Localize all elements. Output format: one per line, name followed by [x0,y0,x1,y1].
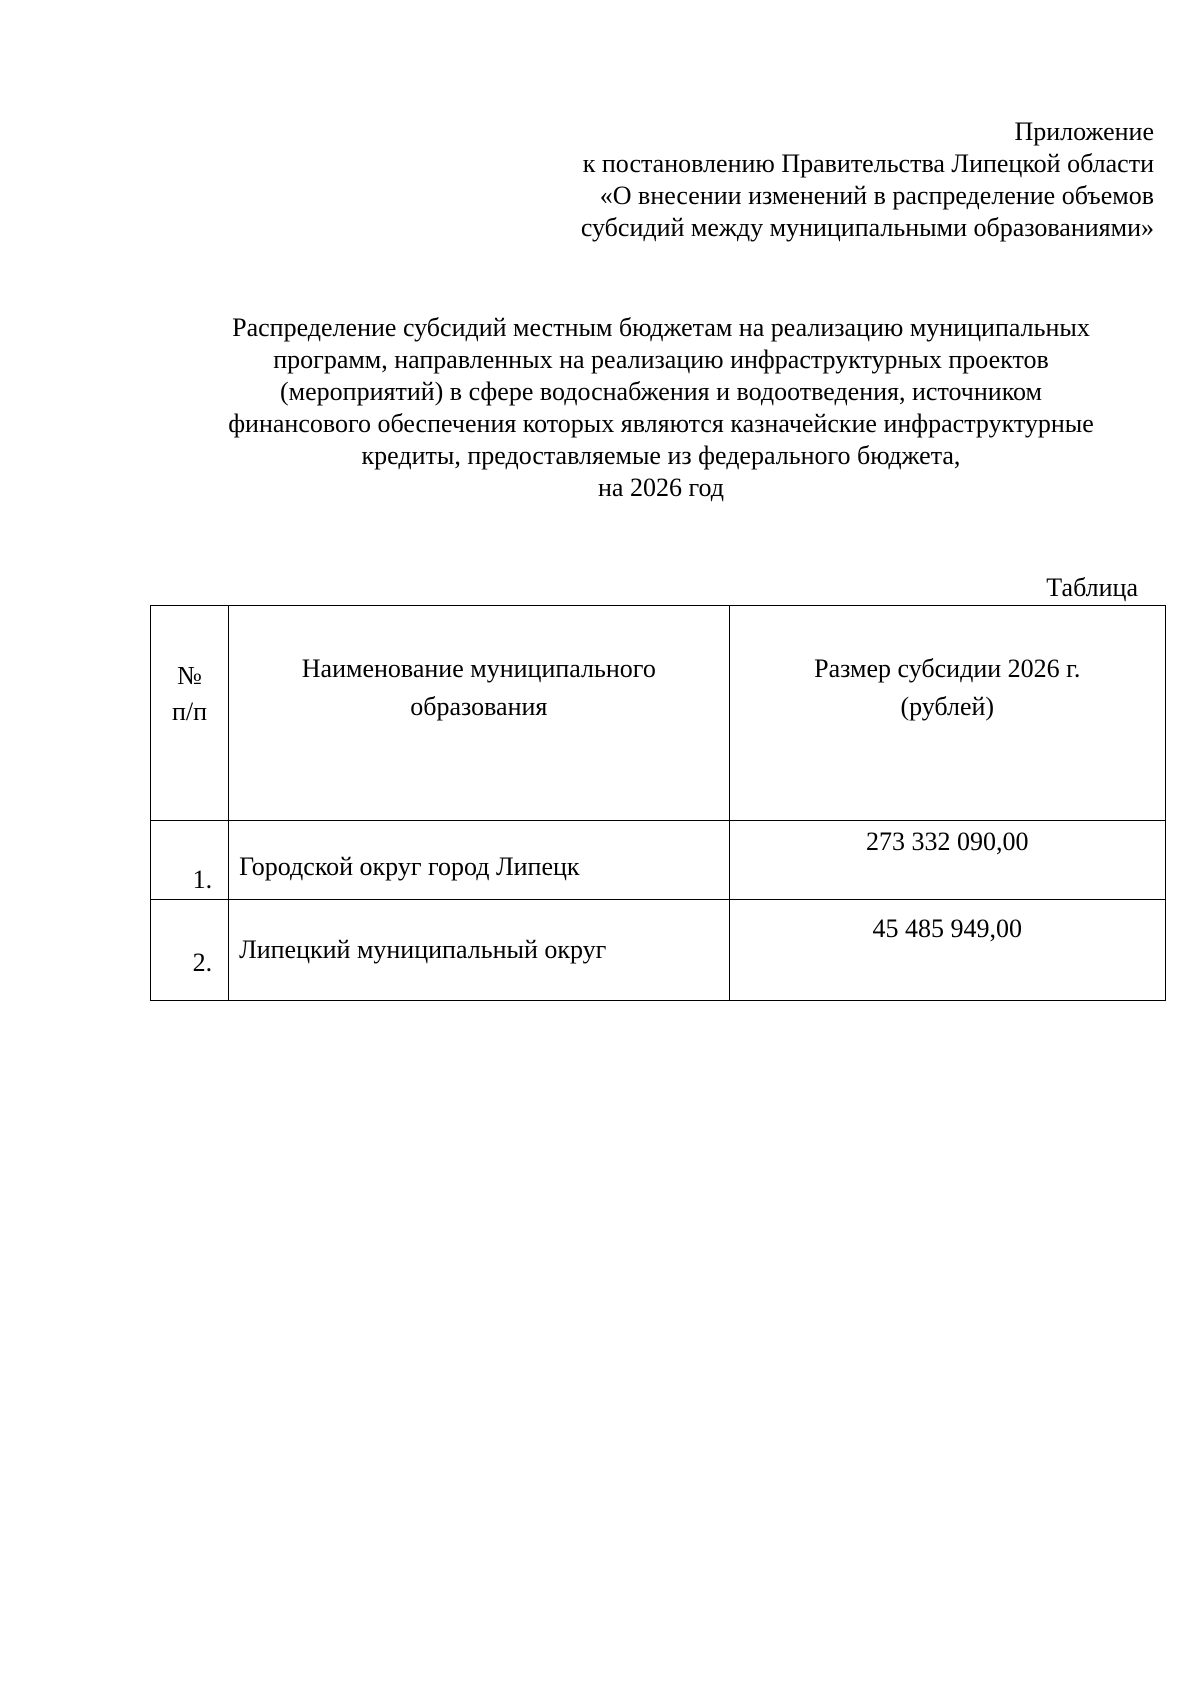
header-number [151,606,229,821]
header-name-line1: Наименование муниципального [301,654,656,683]
title-line: кредиты, предоставляемые из федерального бюджета, [361,441,961,470]
title-line: финансового обеспечения которых являются казначейские инфраструктурные [228,409,1094,438]
appendix-line: «О внесении изменений в распределение объемов [599,181,1154,210]
title-line: программ, направленных на реализацию инфраструктурных проектов [273,345,1049,374]
document-title [150,312,1172,504]
appendix-line: субсидий между муниципальными образованиями» [580,213,1154,242]
title-line: на 2026 год [598,473,724,502]
row-number: 1. [151,821,229,900]
appendix-line: Приложение [1014,117,1154,146]
table-header-row [151,606,1166,821]
title-line: Распределение субсидий местным бюджетам на реализацию муниципальных [232,313,1090,342]
header-size-line1: Размер субсидии 2026 г. [814,654,1081,683]
header-size-line2: (рублей) [900,692,995,721]
table-row [151,821,1166,900]
table-label: Таблица [1046,573,1138,602]
title-line: (мероприятий) в сфере водоснабжения и водоотведения, источником [280,377,1042,406]
header-municipality-name [229,606,729,821]
header-name-line2: образования [410,692,548,721]
header-number-line2: п/п [172,697,208,726]
row-subsidy-amount: 273 332 090,00 [729,821,1165,900]
row-municipality: Городской округ город Липецк [229,821,729,900]
row-number: 2. [151,900,229,1001]
subsidy-table [150,605,1166,1001]
appendix-block [354,116,1154,244]
row-municipality: Липецкий муниципальный округ [229,900,729,1001]
header-number-line1: № [177,661,202,690]
appendix-line: к постановлению Правительства Липецкой области [582,149,1154,178]
table-row [151,900,1166,1001]
header-subsidy-size [729,606,1165,821]
row-subsidy-amount: 45 485 949,00 [729,900,1165,1001]
